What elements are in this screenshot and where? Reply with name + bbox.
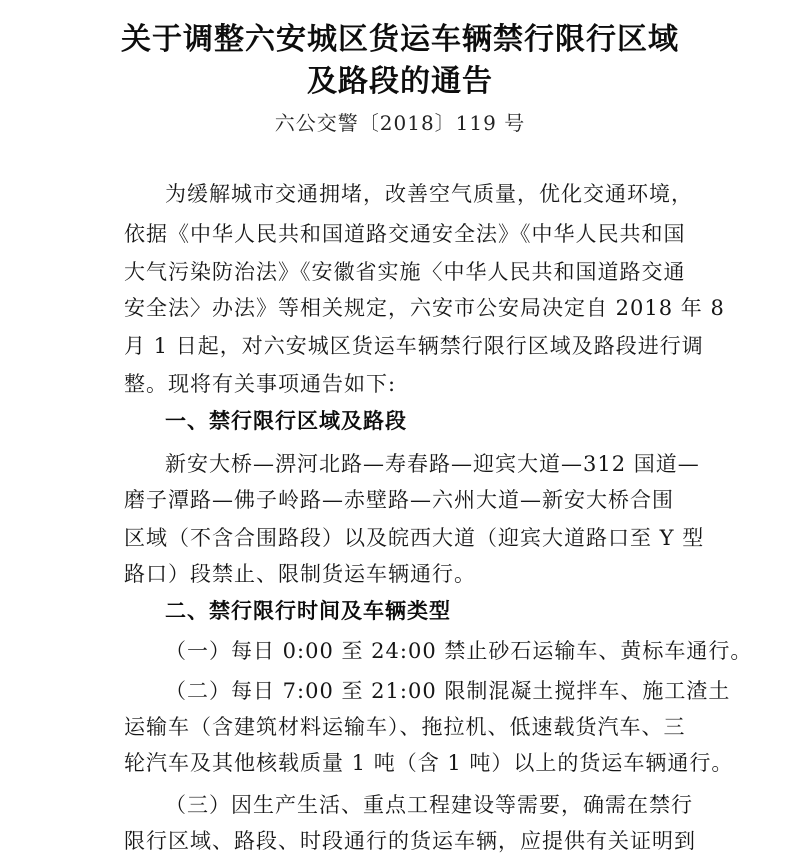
body-line: 新安大桥—淠河北路—寿春路—迎宾大道—312 国道— bbox=[165, 452, 700, 476]
body-line: 为缓解城市交通拥堵，改善空气质量，优化交通环境， bbox=[165, 182, 693, 206]
body-line: （三）因生产生活、重点工程建设等需要，确需在禁行 bbox=[165, 793, 693, 817]
body-line: 安全法〉办法》等相关规定，六安市公安局决定自 2018 年 8 bbox=[124, 296, 725, 320]
body-line: 区域（不含合围路段）以及皖西大道（迎宾大道路口至 Y 型 bbox=[124, 526, 705, 550]
body-line: （二）每日 7:00 至 21:00 限制混凝土搅拌车、施工渣土 bbox=[165, 679, 731, 703]
section-heading-2: 二、禁行限行时间及车辆类型 bbox=[165, 598, 451, 623]
body-line: 运输车（含建筑材料运输车）、拖拉机、低速载货汽车、三 bbox=[124, 715, 686, 739]
body-line: 限行区域、路段、时段通行的货运车辆，应提供有关证明到 bbox=[124, 829, 696, 853]
body-line: 路口）段禁止、限制货运车辆通行。 bbox=[124, 562, 476, 586]
document-title-line-1: 关于调整六安城区货运车辆禁行限行区域 bbox=[121, 22, 679, 57]
body-line: 轮汽车及其他核载质量 1 吨（含 1 吨）以上的货运车辆通行。 bbox=[124, 751, 734, 775]
section-heading-1: 一、禁行限行区域及路段 bbox=[165, 408, 407, 433]
document-title-line-2: 及路段的通告 bbox=[307, 64, 493, 99]
document-number: 六公交警〔2018〕119 号 bbox=[274, 111, 526, 135]
body-line: 整。现将有关事项通告如下: bbox=[124, 372, 397, 396]
body-line: 磨子潭路—佛子岭路—赤壁路—六州大道—新安大桥合围 bbox=[124, 488, 674, 512]
body-line: （一）每日 0:00 至 24:00 禁止砂石运输车、黄标车通行。 bbox=[165, 639, 753, 663]
body-line: 依据《中华人民共和国道路交通安全法》《中华人民共和国 bbox=[124, 222, 686, 246]
body-line: 月 1 日起，对六安城区货运车辆禁行限行区域及路段进行调 bbox=[124, 334, 704, 358]
body-line: 大气污染防治法》《安徽省实施〈中华人民共和国道路交通 bbox=[124, 260, 686, 284]
